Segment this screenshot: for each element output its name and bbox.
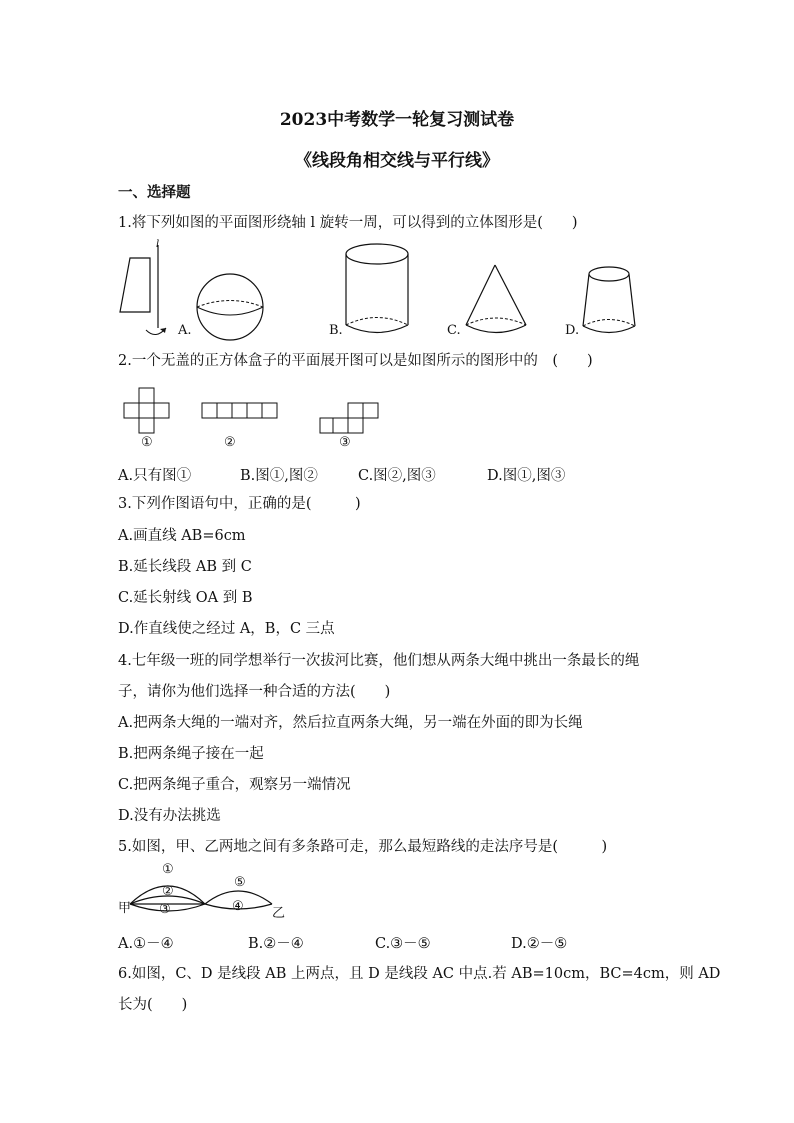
- net-1-label: ①: [141, 435, 153, 450]
- net-3-label: ③: [339, 435, 351, 450]
- q3-option-a: A.画直线 AB=6cm: [118, 528, 246, 544]
- route-1-label: ①: [162, 862, 174, 877]
- question-3-stem: 3.下列作图语句中，正确的是( ): [118, 496, 361, 512]
- q4-option-a: A.把两条大绳的一端对齐，然后拉直两条大绳，另一端在外面的即为长绳: [118, 715, 583, 731]
- q2-option-c: C.图②,图③: [358, 468, 436, 484]
- option-c-label: C.: [447, 323, 461, 338]
- route-4-label: ④: [232, 899, 244, 914]
- q2-option-a: A.只有图①: [118, 468, 192, 484]
- q2-option-d: D.图①,图③: [487, 468, 566, 484]
- route-5-label: ⑤: [234, 875, 246, 890]
- question-6-stem-line2: 长为( ): [118, 997, 188, 1013]
- question-4-stem-line2: 子，请你为他们选择一种合适的方法( ): [118, 684, 391, 700]
- q3-option-b: B.延长线段 AB 到 C: [118, 559, 252, 575]
- q3-option-c: C.延长射线 OA 到 B: [118, 590, 253, 606]
- q5-option-d: D.②－⑤: [511, 936, 568, 952]
- page-title: 2023中考数学一轮复习测试卷: [279, 110, 515, 130]
- axis-label: l: [156, 239, 160, 250]
- q4-option-c: C.把两条绳子重合，观察另一端情况: [118, 777, 351, 793]
- q5-option-c: C.③－⑤: [375, 936, 431, 952]
- section-heading: 一、选择题: [118, 184, 191, 201]
- cube-nets-figure: [0, 385, 794, 435]
- q4-option-d: D.没有办法挑选: [118, 808, 221, 824]
- place-jia-label: 甲: [118, 901, 132, 916]
- option-a-label: A.: [178, 323, 192, 338]
- question-2-stem: 2.一个无盖的正方体盒子的平面展开图可以是如图所示的图形中的 ( ): [118, 353, 593, 369]
- question-6-stem-line1: 6.如图，C、D 是线段 AB 上两点，且 D 是线段 AC 中点.若 AB=10cm，BC=4cm，则 AD: [118, 966, 721, 982]
- route-2-label: ②: [162, 884, 174, 899]
- question-5-stem: 5.如图，甲、乙两地之间有多条路可走，那么最短路线的走法序号是( ): [118, 839, 608, 855]
- option-b-label: B.: [329, 323, 343, 338]
- q5-option-a: A.①－④: [118, 936, 174, 952]
- route-3-label: ③: [159, 902, 171, 917]
- question-4-stem-line1: 4.七年级一班的同学想举行一次拔河比赛，他们想从两条大绳中挑出一条最长的绳: [118, 653, 640, 669]
- page-subtitle: 《线段角相交线与平行线》: [295, 151, 499, 171]
- option-d-label: D.: [565, 323, 580, 338]
- q2-option-b: B.图①,图②: [240, 468, 318, 484]
- rotation-shapes-figure: [0, 240, 794, 350]
- net-2-label: ②: [224, 435, 236, 450]
- q3-option-d: D.作直线使之经过 A，B，C 三点: [118, 621, 335, 637]
- q4-option-b: B.把两条绳子接在一起: [118, 746, 264, 762]
- q5-option-b: B.②－④: [248, 936, 304, 952]
- question-1-stem: 1.将下列如图的平面图形绕轴 l 旋转一周，可以得到的立体图形是( ): [118, 215, 578, 231]
- place-yi-label: 乙: [272, 906, 286, 921]
